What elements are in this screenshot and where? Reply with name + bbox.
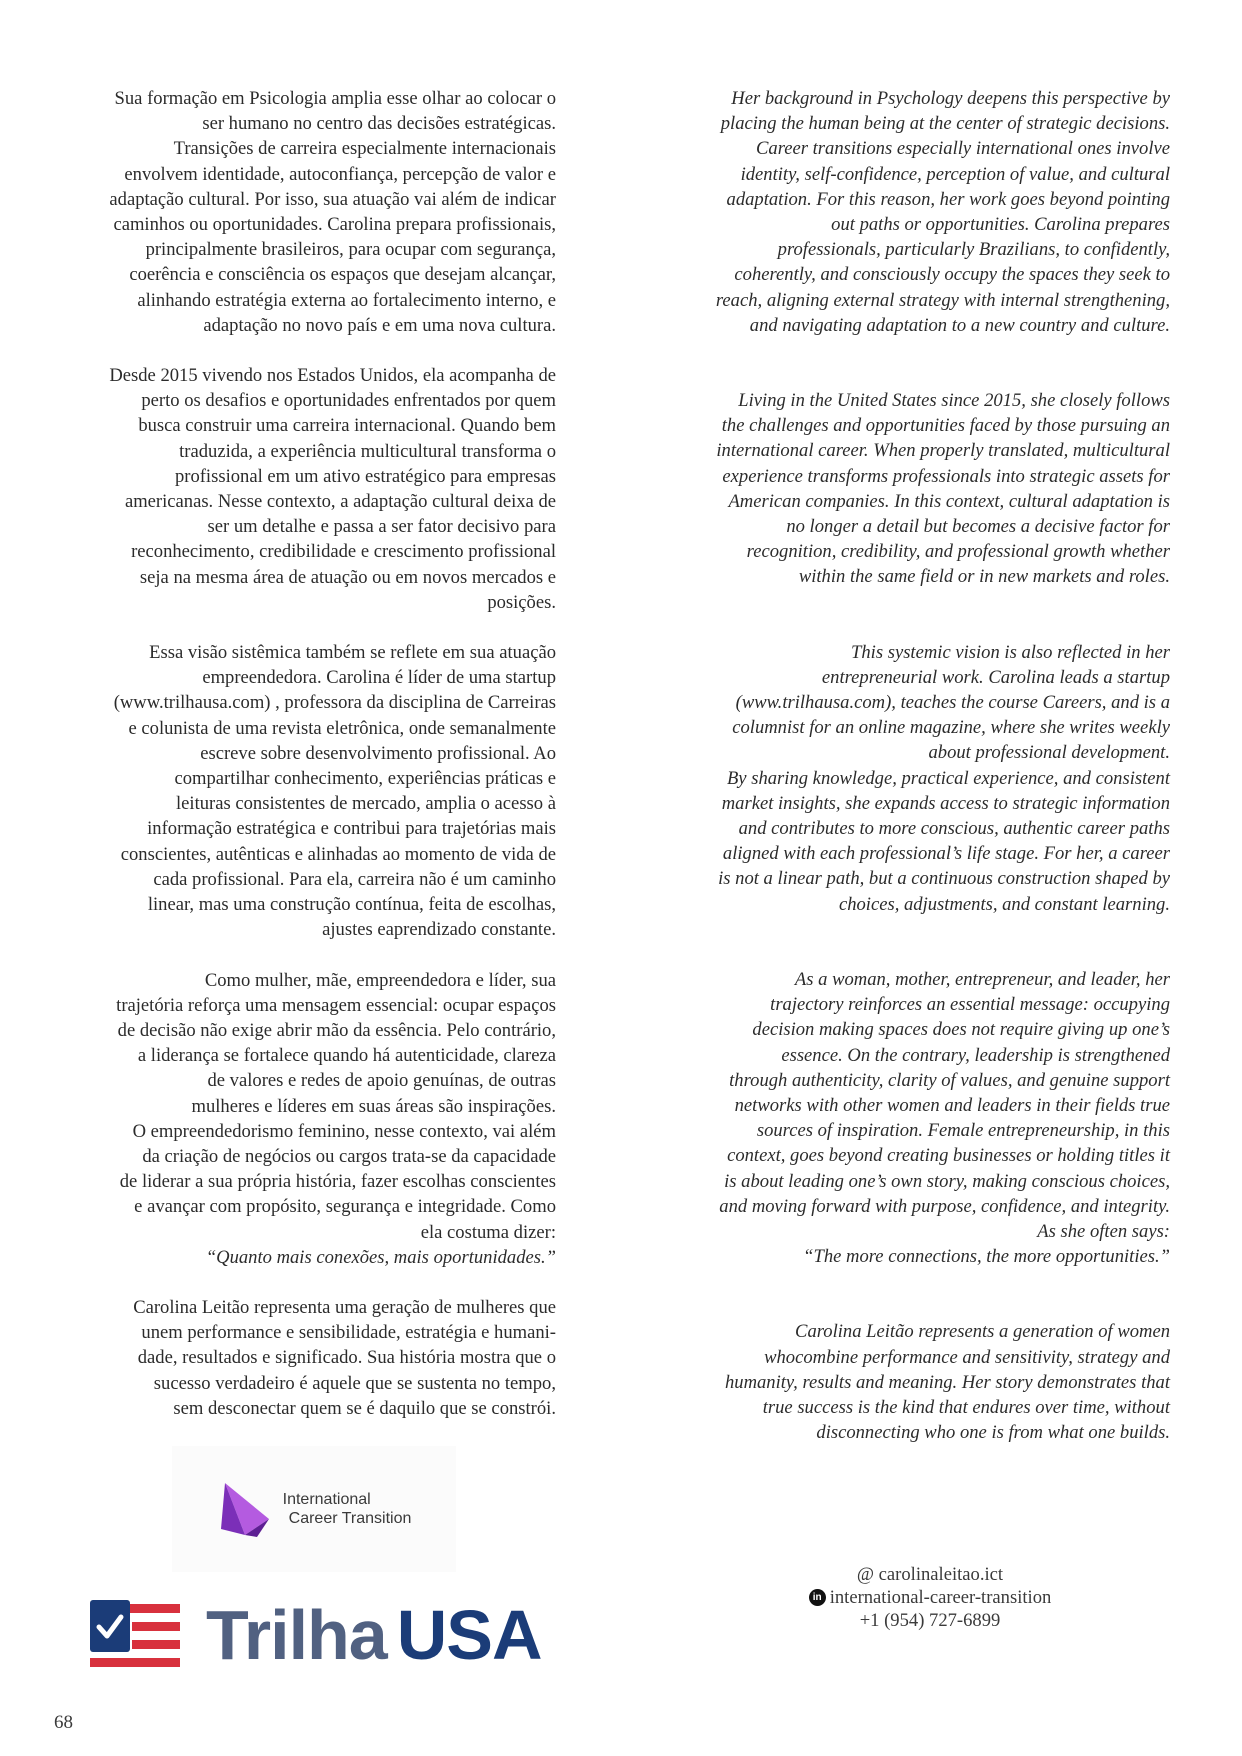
portuguese-column	[66, 86, 556, 1421]
en-quote: “The more connections, the more opportunities.”	[803, 1246, 1170, 1268]
en-paragraph-1: Her background in Psychology deepens this perspective by placing the human being at the center of strategic decisions. Career transitions especially international ones involve identity, self-confidence, perception of value, and cultural adaptation. For this reason, her work goes beyond pointing out paths or opportunities. Carolina prepares professionals, particularly Brazilians, to confidently, coherently, and consciously occupy the spaces they seek to reach, aligning external strategy with internal strengthening, and navigating adaptation to a new country and culture.	[715, 88, 1170, 336]
usa-wordmark: USA	[396, 1596, 542, 1674]
pt-quote: “Quanto mais conexões, mais oportunidades.”	[205, 1246, 556, 1268]
pt-paragraph-3: Essa visão sistêmica também se reflete em sua atuação empreendedora. Carolina é líder de uma startup (www.trilhausa.com) , professora da disciplina de Carreiras e colunista de uma revista eletrônica, onde semanalmente escreve sobre desenvolvimento profissional. Ao compartilhar conhecimento, experiências práticas e leituras consistentes de mercado, amplia o acesso à informação estratégica e contribui para trajetórias mais conscientes, autênticas e alinhadas ao momento de vida de cada profissional. Para ela, carreira não é um caminho linear, mas uma construção contínua, feita de escolhas, ajustes eaprendizado constante.	[113, 642, 556, 941]
linkedin-row[interactable]	[760, 1586, 1100, 1609]
international-career-transition-logo	[172, 1446, 456, 1572]
en-paragraph-3: This systemic vision is also reflected in her entrepreneurial work. Carolina leads a startup (www.trilhausa.com), teaches the course Careers, and is a columnist for an online magazine, where she writes weekly about professional development. By sharing knowledge, practical experience, and consistent market insights, she expands access to strategic information and contributes to more conscious, authentic career paths aligned with each professional’s life stage. For her, a career is not a linear path, but a continuous construction shaped by choices, adjustments, and constant learning.	[718, 641, 1170, 915]
phone-number[interactable]: +1 (954) 727-6899	[859, 1610, 1001, 1631]
paper-plane-icon	[217, 1479, 275, 1539]
trilha-usa-logo	[88, 1598, 548, 1672]
linkedin-icon: in	[809, 1589, 826, 1606]
pt-paragraph-2: Desde 2015 vivendo nos Estados Unidos, ela acompanha de perto os desafios e oportunidades enfrentados por quem busca construir uma carreira internacional. Quando bem traduzida, a experiência multicultural transforma o profissional em um ativo estratégico para empresas americanas. Nesse contexto, a adaptação cultural deixa de ser um detalhe e passa a ser fator decisivo para reconhecimento, credibilidade e crescimento profissional seja na mesma área de atuação ou em novos mercados e posições.	[109, 365, 556, 613]
en-paragraph-4: As a woman, mother, entrepreneur, and leader, her trajectory reinforces an essential message: occupying decision making spaces does not require giving up one’s essence. On the contrary, leadership is strengthened through authenticity, clarity of values, and genuine support networks with other women and leaders in their fields true sources of inspiration. Female entrepreneurship, in this context, goes beyond creating businesses or holding titles it is about leading one’s own story, making conscious choices, and moving forward with purpose, confidence, and integrity. As she often says:	[719, 968, 1170, 1242]
pt-paragraph-1: Sua formação em Psicologia amplia esse olhar ao colocar o ser humano no centro das decisões estratégicas. Transições de carreira especialmente internacionais envolvem identidade, autoconfiança, percepção de valor e adaptação cultural. Por isso, sua atuação vai além de indicar caminhos ou oportunidades. Carolina prepara profissionais, principalmente brasileiros, para ocupar com segurança, coerência e consciência os espaços que desejam alcançar, alinhando estratégia externa ao fortalecimento interno, e adaptação no novo país e em uma nova cultura.	[109, 88, 556, 336]
pt-paragraph-4: Como mulher, mãe, empreendedora e líder, sua trajetória reforça uma mensagem essencial: ocupar espaços de decisão não exige abrir mão da essência. Pelo contrário, a liderança se fortalece quando há autenticidade, clareza de valores e redes de apoio genuínas, de outras mulheres e líderes em suas áreas são inspirações. O empreendedorismo feminino, nesse contexto, vai além da criação de negócios ou cargos trata-se da capacidade de liderar a sua própria história, fazer escolhas conscientes e avançar com propósito, segurança e integridade. Como ela costuma dizer:	[116, 969, 556, 1243]
trilha-wordmark: Trilha	[206, 1596, 387, 1674]
contact-block	[760, 1563, 1100, 1632]
ict-logo-line-2: Career Transition	[288, 1510, 412, 1527]
page-number: 68	[54, 1712, 73, 1733]
checkbox-flag-icon	[88, 1598, 182, 1672]
instagram-handle[interactable]: @ carolinaleitao.ict	[856, 1564, 1004, 1585]
en-paragraph-2: Living in the United States since 2015, she closely follows the challenges and opportunities faced by those pursuing an international career. When properly translated, multicultural experience transforms professionals into strategic assets for American companies. In this context, cultural adaptation is no longer a detail but becomes a decisive factor for recognition, credibility, and professional growth whether within the same field or in new markets and roles.	[716, 390, 1170, 588]
en-paragraph-5: Carolina Leitão represents a generation of women whocombine performance and sensitivity, strategy and humanity, results and meaning. Her story demonstrates that true success is the kind that endures over time, without disconnecting who one is from what one builds.	[724, 1321, 1170, 1444]
english-column	[686, 86, 1170, 1445]
pt-paragraph-5: Carolina Leitão representa uma geração de mulheres que unem performance e sensibilidade, estratégia e humani- dade, resultados e significado. Sua história mostra que o sucesso verdadeiro é aquele que se sustenta no tempo, sem desconectar quem se é daquilo que se constrói.	[133, 1296, 556, 1419]
linkedin-handle: international-career-transition	[829, 1587, 1052, 1608]
ict-logo-line-1: International	[282, 1491, 371, 1508]
